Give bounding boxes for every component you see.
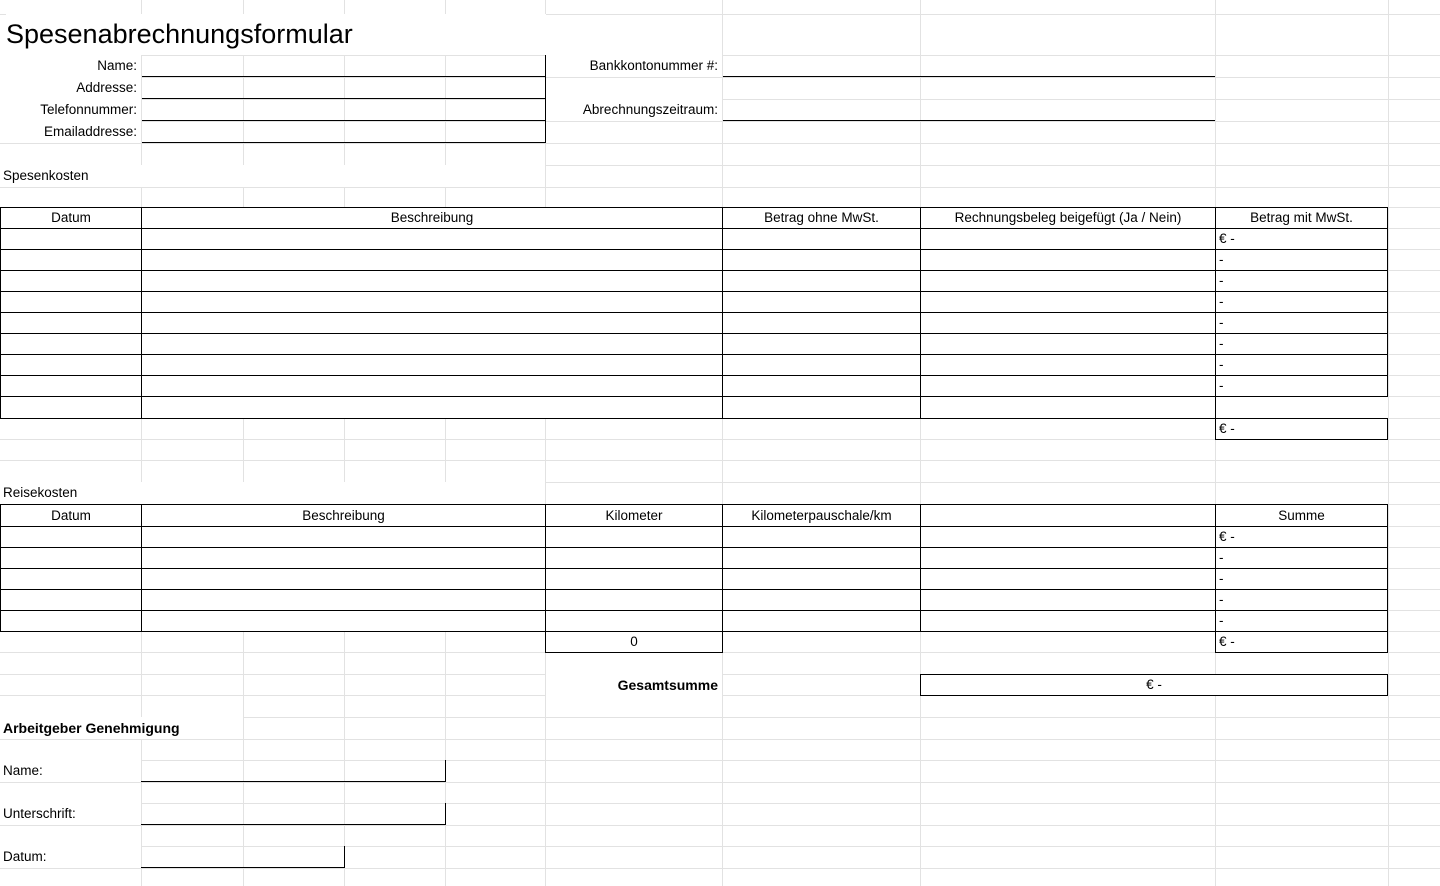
expenses-col-beleg: Rechnungsbeleg beigefügt (Ja / Nein) (920, 207, 1216, 229)
cell-beschreibung[interactable] (141, 375, 723, 397)
travel-col-summe: Summe (1215, 504, 1388, 527)
cell-netto[interactable] (722, 312, 921, 334)
cell-datum[interactable] (0, 354, 142, 376)
approval-signature-right-edge (445, 803, 446, 825)
travel-col-pauschale: Kilometerpauschale/km (722, 504, 921, 527)
travel-col-datum: Datum (0, 504, 142, 527)
cell-beleg[interactable] (920, 312, 1216, 334)
label-billing-period: Abrechnungszeitraum: (546, 99, 722, 121)
input-name[interactable] (142, 55, 545, 77)
cell-brutto: - (1215, 333, 1388, 355)
cell-datum[interactable] (0, 526, 142, 548)
cell-brutto: - (1215, 375, 1388, 397)
cell-netto[interactable] (722, 333, 921, 355)
approval-heading: Arbeitgeber Genehmigung (0, 717, 243, 739)
cell-brutto: - (1215, 270, 1388, 292)
label-email: Emailaddresse: (0, 121, 141, 143)
cell-kilometer[interactable] (545, 568, 723, 590)
input-approval-date[interactable] (142, 846, 344, 868)
cell-datum[interactable] (0, 568, 142, 590)
cell-beschreibung[interactable] (141, 354, 723, 376)
cell-summe: - (1215, 610, 1388, 632)
cell-blank[interactable] (920, 526, 1216, 548)
underline-approval-name (141, 781, 445, 782)
cell-datum[interactable] (0, 270, 142, 292)
input-address[interactable] (142, 77, 545, 99)
cell-blank[interactable] (920, 547, 1216, 569)
cell-beleg[interactable] (920, 270, 1216, 292)
travel-col-beschreibung: Beschreibung (141, 504, 546, 527)
cell-datum[interactable] (0, 291, 142, 313)
cell-netto[interactable] (722, 249, 921, 271)
cell-summe: - (1215, 589, 1388, 611)
approval-date-right-edge (344, 846, 345, 868)
cell-pauschale[interactable] (722, 610, 921, 632)
travel-col-blank (920, 504, 1216, 527)
cell-summe: - (1215, 568, 1388, 590)
underline-bank-account (723, 76, 1215, 77)
cell-datum[interactable] (0, 312, 142, 334)
input-approval-signature[interactable] (142, 803, 445, 825)
cell-pauschale[interactable] (722, 547, 921, 569)
cell-brutto: € - (1215, 228, 1388, 250)
expenses-col-netto: Betrag ohne MwSt. (722, 207, 921, 229)
approval-name-right-edge (445, 760, 446, 782)
input-approval-name[interactable] (142, 760, 445, 782)
expenses-col-brutto: Betrag mit MwSt. (1215, 207, 1388, 229)
cell-kilometer[interactable] (545, 547, 723, 569)
cell-blank[interactable] (920, 568, 1216, 590)
travel-subtotal: € - (1215, 631, 1388, 653)
cell-netto[interactable] (722, 291, 921, 313)
cell-beleg[interactable] (920, 354, 1216, 376)
cell-beschreibung[interactable] (141, 228, 723, 250)
cell-beleg[interactable] (920, 291, 1216, 313)
expenses-col-datum: Datum (0, 207, 142, 229)
cell-datum[interactable] (0, 610, 142, 632)
cell-beschreibung[interactable] (141, 249, 723, 271)
label-approval-signature: Unterschrift: (0, 803, 141, 825)
cell-brutto: - (1215, 291, 1388, 313)
underline-email (142, 142, 545, 143)
cell-beschreibung[interactable] (141, 589, 546, 611)
label-name: Name: (0, 55, 141, 77)
cell-pauschale[interactable] (722, 568, 921, 590)
label-approval-name: Name: (0, 760, 141, 782)
cell-beschreibung[interactable] (141, 333, 723, 355)
underline-billing-period (723, 120, 1215, 121)
cell-beleg[interactable] (920, 228, 1216, 250)
cell-beleg[interactable] (920, 333, 1216, 355)
label-phone: Telefonnummer: (0, 99, 141, 121)
input-billing-period[interactable] (723, 99, 1215, 121)
cell-datum[interactable] (0, 547, 142, 569)
cell-beleg[interactable] (920, 375, 1216, 397)
cell-datum[interactable] (0, 228, 142, 250)
input-phone[interactable] (142, 99, 545, 121)
section-label-travel: Reisekosten (0, 482, 545, 504)
cell-summe: - (1215, 547, 1388, 569)
cell-summe: € - (1215, 526, 1388, 548)
grand-total-value: € - (920, 674, 1388, 696)
grand-total-label: Gesamtsumme (546, 674, 722, 696)
cell-beschreibung[interactable] (141, 312, 723, 334)
cell-netto[interactable] (722, 375, 921, 397)
cell-beschreibung[interactable] (141, 547, 546, 569)
cell-beschreibung[interactable] (141, 270, 723, 292)
label-approval-date: Datum: (0, 846, 141, 868)
travel-kilometer-total: 0 (545, 631, 723, 653)
label-address: Addresse: (0, 77, 141, 99)
cell-beschreibung[interactable] (141, 526, 546, 548)
cell-netto[interactable] (722, 228, 921, 250)
cell-beschreibung[interactable] (141, 568, 546, 590)
cell-beleg[interactable] (920, 249, 1216, 271)
cell-beschreibung[interactable] (141, 291, 723, 313)
cell-beschreibung[interactable] (141, 396, 723, 419)
cell-kilometer[interactable] (545, 610, 723, 632)
cell-kilometer[interactable] (545, 589, 723, 611)
cell-brutto: - (1215, 249, 1388, 271)
cell-datum[interactable] (0, 249, 142, 271)
cell-blank[interactable] (920, 589, 1216, 611)
cell-datum[interactable] (0, 333, 142, 355)
cell-kilometer[interactable] (545, 526, 723, 548)
cell-datum[interactable] (0, 589, 142, 611)
cell-beleg[interactable] (920, 396, 1216, 419)
cell-brutto: - (1215, 312, 1388, 334)
section-label-expenses: Spesenkosten (0, 165, 545, 187)
expenses-subtotal: € - (1215, 418, 1388, 440)
travel-col-kilometer: Kilometer (545, 504, 723, 527)
cell-datum[interactable] (0, 396, 142, 419)
underline-approval-date (141, 867, 344, 868)
underline-approval-signature (141, 824, 445, 825)
cell-netto[interactable] (722, 354, 921, 376)
cell-brutto: - (1215, 354, 1388, 376)
cell-pauschale[interactable] (722, 589, 921, 611)
cell-datum[interactable] (0, 375, 142, 397)
cell-beschreibung[interactable] (141, 610, 546, 632)
input-bank-account[interactable] (723, 55, 1215, 77)
cell-netto[interactable] (722, 270, 921, 292)
page-title: Spesenabrechnungsformular (6, 14, 546, 55)
expenses-col-beschreibung: Beschreibung (141, 207, 723, 229)
label-bank-account: Bankkontonummer #: (546, 55, 722, 77)
cell-blank[interactable] (920, 610, 1216, 632)
cell-pauschale[interactable] (722, 526, 921, 548)
cell-netto[interactable] (722, 396, 921, 419)
input-email[interactable] (142, 121, 545, 143)
